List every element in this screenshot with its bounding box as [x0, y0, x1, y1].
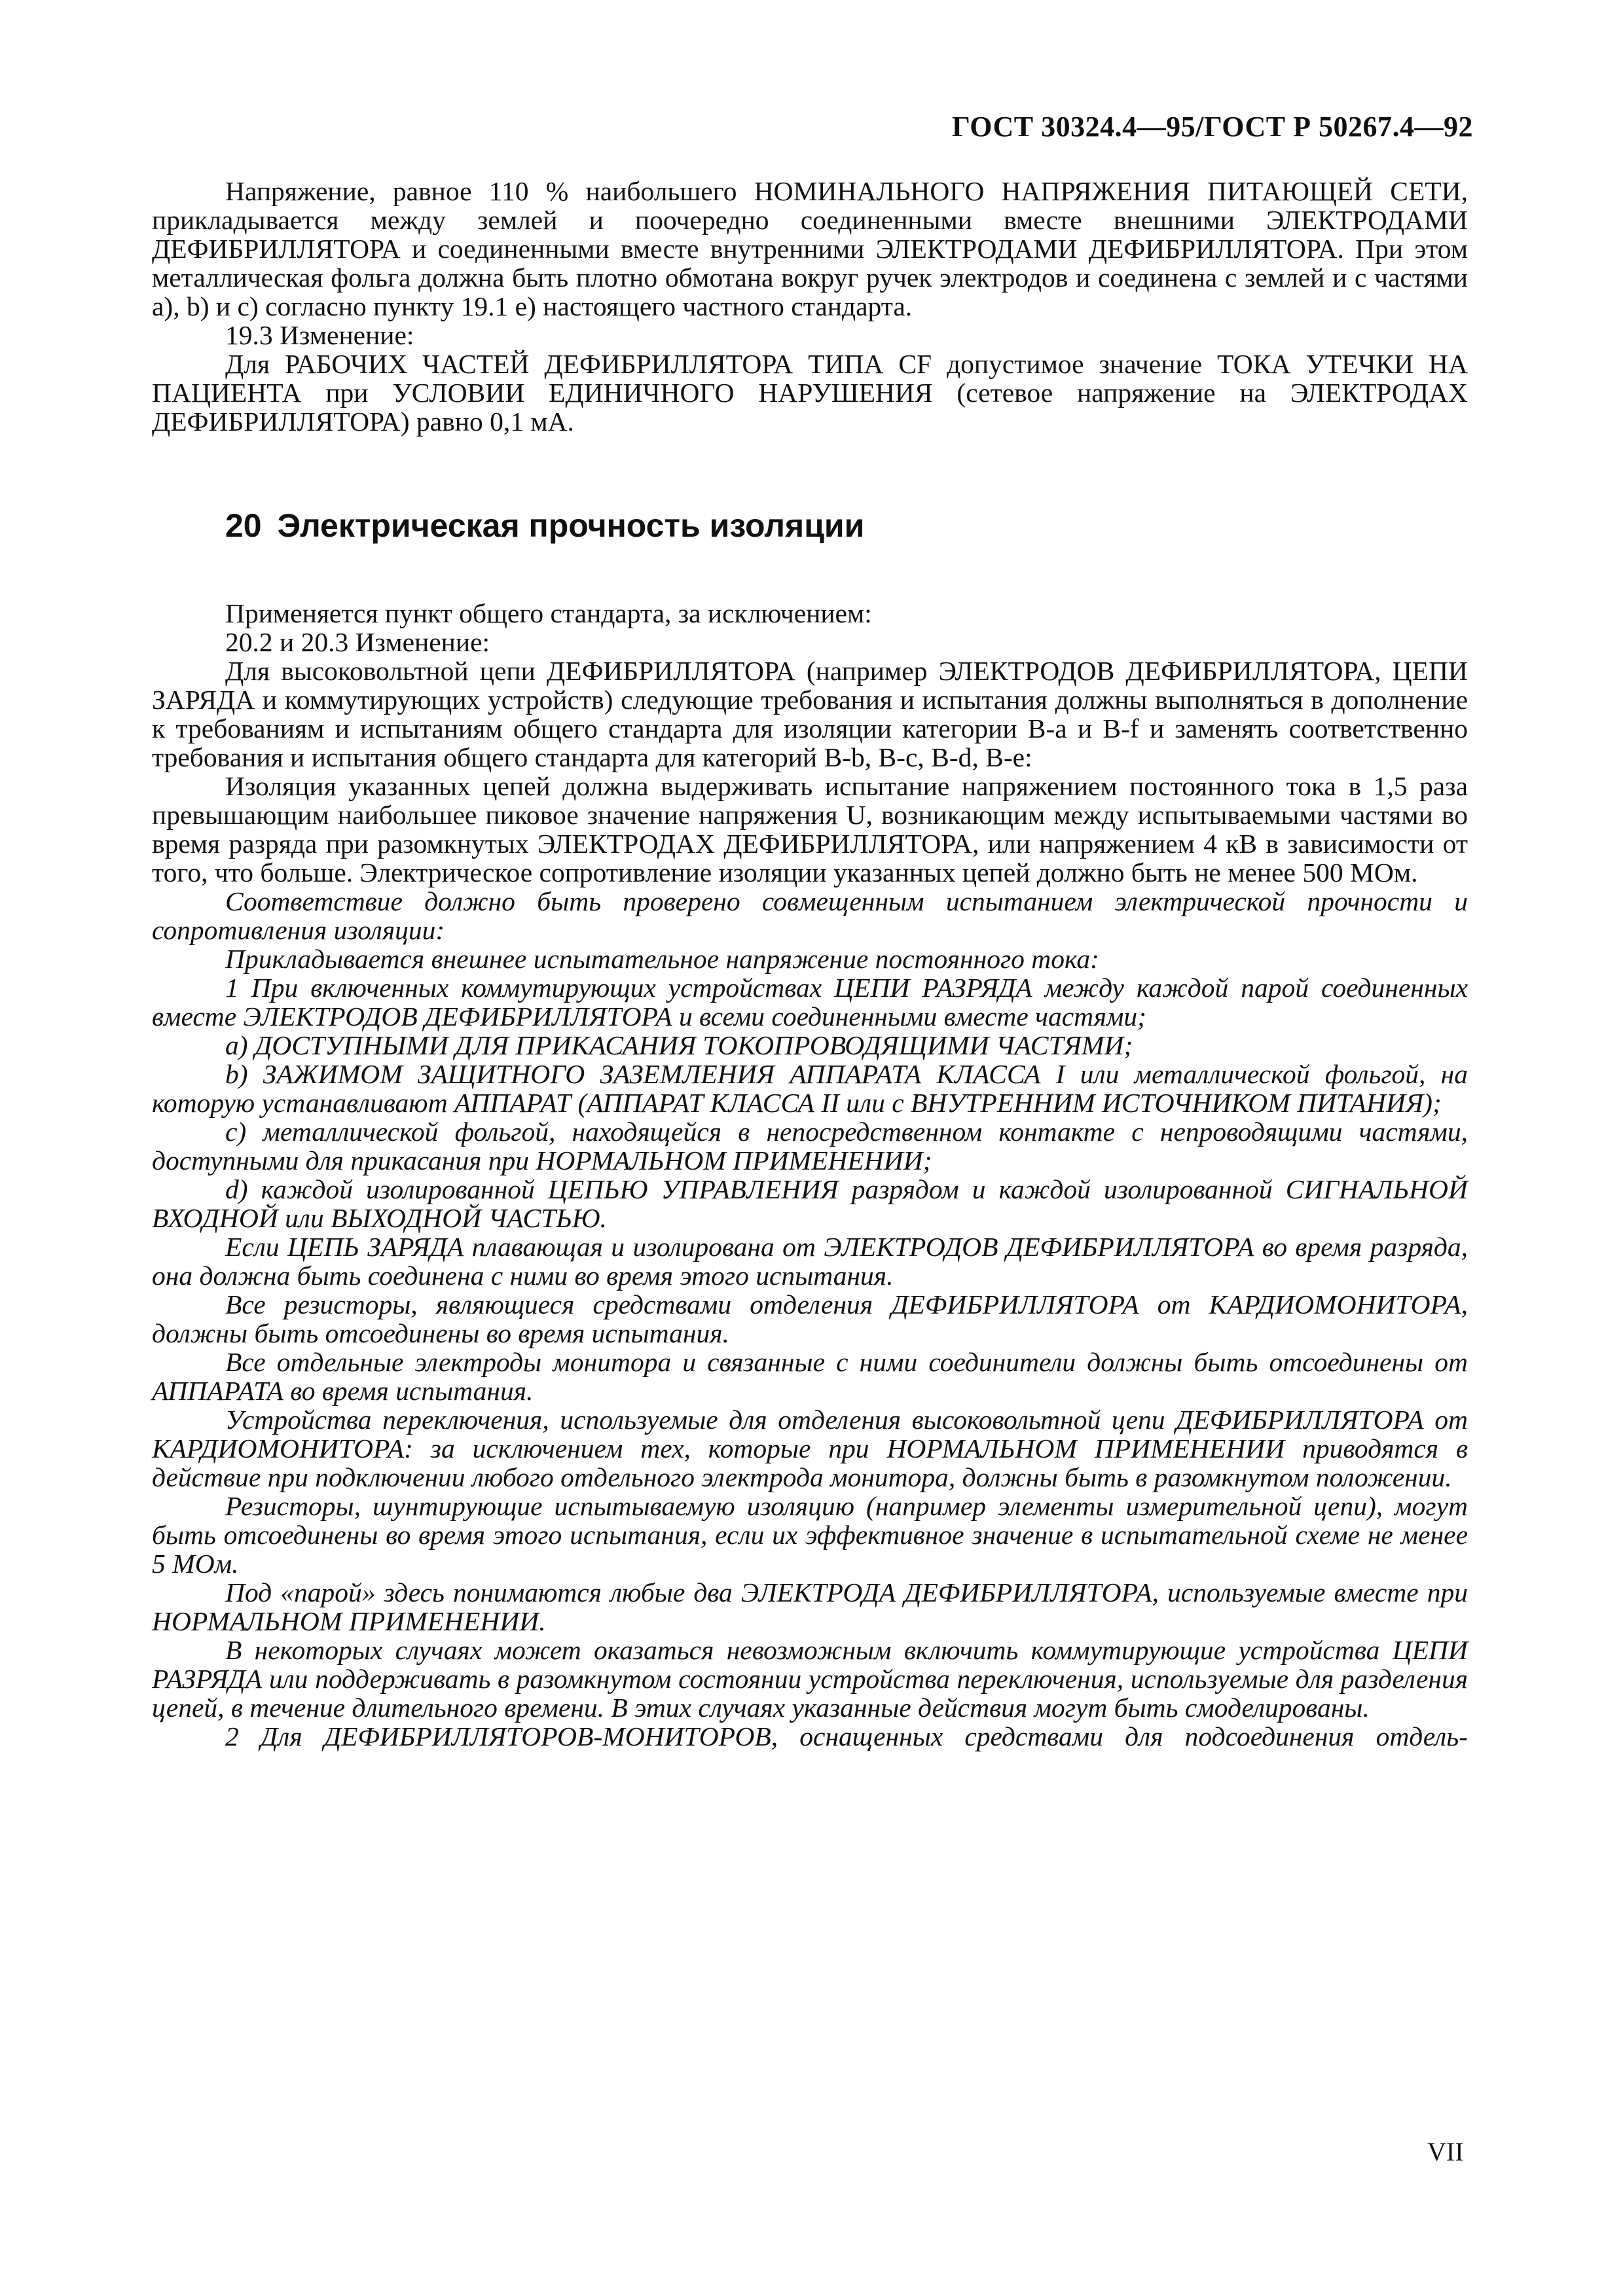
paragraph: Для РАБОЧИХ ЧАСТЕЙ ДЕФИБРИЛЛЯТОРА ТИПА CF допустимое значение ТОКА УТЕЧКИ НА ПАЦИЕНТА при УСЛОВИИ ЕДИНИЧНОГО НАРУШЕНИЯ (сетевое напряжение на ЭЛЕКТРОДАХ ДЕФИБРИЛЛЯТОРА) равно 0,1 мА.: [152, 349, 1468, 437]
clause-heading: 19.3 Изменение:: [225, 320, 414, 350]
list-item-a: а) ДОСТУПНЫМИ ДЛЯ ПРИКАСАНИЯ ТОКОПРОВОДЯЩИМИ ЧАСТЯМИ;: [225, 1030, 1133, 1060]
document-header: ГОСТ 30324.4—95/ГОСТ Р 50267.4—92: [951, 111, 1473, 143]
paragraph-italic: 1 При включенных коммутирующих устройствах ЦЕПИ РАЗРЯДА между каждой парой соединенных вместе ЭЛЕКТРОДОВ ДЕФИБРИЛЛЯТОРА и всеми соединенными вместе частями;: [152, 973, 1468, 1031]
paragraph-italic: Соответствие должно быть проверено совмещенным испытанием электрической прочности и сопротивления изоляции:: [152, 886, 1468, 945]
paragraph-italic: Все отдельные электроды монитора и связанные с ними соединители должны быть отсоединены от АППАРАТА во время испытания.: [152, 1347, 1468, 1406]
list-item-c: с) металлической фольгой, находящейся в непосредственном контакте с непроводящими частями, доступными для прикасания при НОРМАЛЬНОМ ПРИМЕНЕНИИ;: [152, 1117, 1468, 1175]
paragraph-italic: Если ЦЕПЬ ЗАРЯДА плавающая и изолирована от ЭЛЕКТРОДОВ ДЕФИБРИЛЛЯТОРА во время разряда, она должна быть соединена с ними во время этого испытания.: [152, 1232, 1468, 1291]
clause-heading: 20.2 и 20.3 Изменение:: [225, 627, 490, 657]
section-title: Электрическая прочность изоляции: [277, 507, 865, 544]
section-heading: [225, 507, 880, 545]
paragraph: Для высоковольтной цепи ДЕФИБРИЛЛЯТОРА (например ЭЛЕКТРОДОВ ДЕФИБРИЛЛЯТОРА, ЦЕПИ ЗАРЯДА и коммутирующих устройств) следующие требования и испытания должны выполняться в дополнение к требованиям и испытаниям общего стандарта для изоляции категории B-a и B-f и заменять соответственно требования и испытания общего стандарта для категорий B-b, B-c, B-d, B-e:: [152, 656, 1468, 772]
paragraph-italic: В некоторых случаях может оказаться невозможным включить коммутирующие устройства ЦЕПИ РАЗРЯДА или поддерживать в разомкнутом состоянии устройства переключения, используемые для разделения цепей, в течение длительного времени. В этих случаях указанные действия могут быть смоделированы.: [152, 1635, 1468, 1723]
list-item-d: d) каждой изолированной ЦЕПЬЮ УПРАВЛЕНИЯ разрядом и каждой изолированной СИГНАЛЬНОЙ ВХОДНОЙ или ВЫХОДНОЙ ЧАСТЬЮ.: [152, 1174, 1468, 1233]
paragraph-italic: Устройства переключения, используемые для отделения высоковольтной цепи ДЕФИБРИЛЛЯТОРА от КАРДИОМОНИТОРА: за исключением тех, которые при НОРМАЛЬНОМ ПРИМЕНЕНИИ приводятся в действие при подключении любого отдельного электрода монитора, должны быть в разомкнутом положении.: [152, 1405, 1468, 1492]
list-item-b: b) ЗАЖИМОМ ЗАЩИТНОГО ЗАЗЕМЛЕНИЯ АППАРАТА КЛАССА I или металлической фольгой, на которую устанавливают АППАРАТ (АППАРАТ КЛАССА II или с ВНУТРЕННИМ ИСТОЧНИКОМ ПИТАНИЯ);: [152, 1059, 1468, 1118]
paragraph-italic: 2 Для ДЕФИБРИЛЛЯТОРОВ-МОНИТОРОВ, оснащенных средствами для подсоединения отдель-: [225, 1721, 1468, 1751]
section-number: 20: [225, 507, 262, 544]
paragraph: Изоляция указанных цепей должна выдерживать испытание напряжением постоянного тока в 1,5 раза превышающим наибольшее пиковое значение напряжения U, возникающим между испытываемыми частями во время разряда при разомкнутых ЭЛЕКТРОДАХ ДЕФИБРИЛЛЯТОРА, или напряжением 4 кВ в зависимости от того, что больше. Электрическое сопротивление изоляции указанных цепей должно быть не менее 500 МОм.: [152, 771, 1468, 888]
page-number: VII: [1427, 2137, 1464, 2166]
paragraph-italic: Резисторы, шунтирующие испытываемую изоляцию (например элементы измерительной цепи), могут быть отсоединены во время этого испытания, если их эффективное значение в испытательной схеме не менее 5 МОм.: [152, 1491, 1468, 1579]
paragraph-italic: Прикладывается внешнее испытательное напряжение постоянного тока:: [225, 944, 1099, 974]
paragraph: Напряжение, равное 110 % наибольшего НОМИНАЛЬНОГО НАПРЯЖЕНИЯ ПИТАЮЩЕЙ СЕТИ, прикладывается между землей и поочередно соединенными вместе внешними ЭЛЕКТРОДАМИ ДЕФИБРИЛЛЯТОРА и соединенными вместе внутренними ЭЛЕКТРОДАМИ ДЕФИБРИЛЛЯТОРА. При этом металлическая фольга должна быть плотно обмотана вокруг ручек электродов и соединена с землей и с частями а), b) и с) согласно пункту 19.1 е) настоящего частного стандарта.: [152, 176, 1468, 321]
clause-19-2-text: [152, 177, 1468, 436]
section-20-text: [152, 599, 1468, 1751]
paragraph: Применяется пункт общего стандарта, за исключением:: [225, 598, 872, 628]
paragraph-italic: Все резисторы, являющиеся средствами отделения ДЕФИБРИЛЛЯТОРА от КАРДИОМОНИТОРА, должны быть отсоединены во время испытания.: [152, 1289, 1468, 1348]
paragraph-italic: Под «парой» здесь понимаются любые два ЭЛЕКТРОДА ДЕФИБРИЛЛЯТОРА, используемые вместе при НОРМАЛЬНОМ ПРИМЕНЕНИИ.: [152, 1577, 1468, 1636]
